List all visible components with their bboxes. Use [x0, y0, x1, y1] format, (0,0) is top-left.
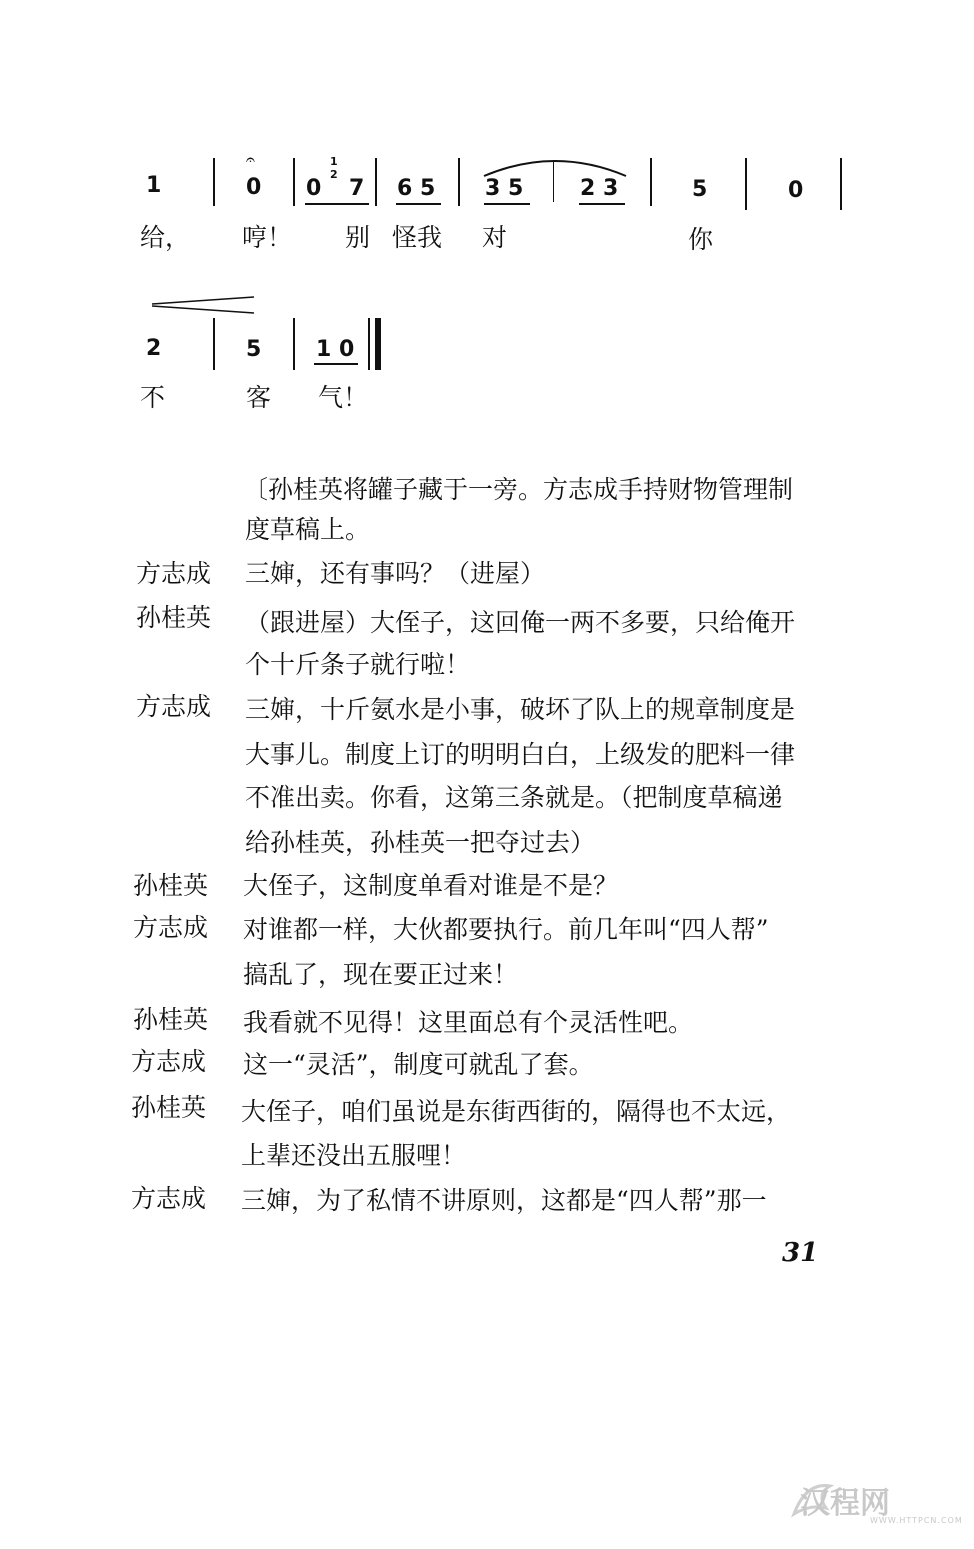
bar-line: [293, 158, 295, 206]
bar-line: [213, 318, 215, 370]
speaker-name: 方志成: [131, 1047, 207, 1076]
dialogue-line: 不准出卖。你看，这第三条就是。（把制度草稿递: [245, 783, 783, 812]
dialogue-line: 三婶，十斤氨水是小事，破坏了队上的规章制度是: [245, 695, 796, 724]
lyric: 你: [688, 225, 714, 254]
lyric: 不: [140, 383, 166, 412]
lyric: 对: [482, 223, 508, 252]
speaker-name: 孙桂英: [136, 603, 212, 632]
bar-line: [553, 162, 554, 202]
dialogue-line: 大事儿。制度上订的明明白白，上级发的肥料一律: [245, 740, 796, 769]
bar-line: [650, 158, 652, 206]
speaker-name: 孙桂英: [133, 871, 209, 900]
lyric: 给，: [140, 223, 191, 252]
decrescendo-icon: [150, 294, 258, 316]
dialogue-line: 大侄子，咱们虽说是东街西街的，隔得也不太远，: [241, 1097, 792, 1126]
bar-line: [745, 158, 747, 210]
final-bar-thick: [375, 318, 381, 370]
bar-line: [293, 318, 295, 370]
speaker-name: 方志成: [131, 1184, 207, 1213]
lyric: 别: [345, 223, 371, 252]
dialogue-line: 这一“灵活”，制度可就乱了套。: [243, 1050, 594, 1079]
note-2: 5: [246, 337, 262, 362]
dialogue-line: 大侄子，这制度单看对谁是不是？: [243, 871, 619, 900]
speaker-name: 孙桂英: [131, 1093, 207, 1122]
lyric: 气！: [318, 383, 369, 412]
dialogue-line: 上辈还没出五服哩！: [241, 1141, 467, 1170]
speaker-name: 方志成: [133, 913, 209, 942]
dialogue-line: 三婶，为了私情不讲原则，这都是“四人帮”那一: [241, 1186, 767, 1215]
dialogue-line: 我看就不见得！这里面总有个灵活性吧。: [243, 1008, 694, 1037]
bar-line: [375, 158, 377, 206]
bar-line: [840, 158, 842, 210]
speaker-name: 孙桂英: [133, 1005, 209, 1034]
watermark-text: 汉程网: [800, 1486, 890, 1521]
beam: [305, 203, 369, 205]
dialogue-line: （跟进屋）大侄子，这回俺一两不多要，只给俺开: [245, 608, 796, 637]
dialogue-line: 对谁都一样，大伙都要执行。前几年叫“四人帮”: [243, 915, 769, 944]
note-1: 2: [146, 336, 162, 361]
speaker-name: 方志成: [136, 692, 212, 721]
page-number: 31: [782, 1238, 819, 1268]
note-4: 6 5: [397, 176, 436, 201]
grace-note: 1: [330, 155, 338, 168]
note-8: 0: [788, 178, 804, 203]
lyric: 怪我: [392, 223, 443, 252]
note-7: 5: [692, 177, 708, 202]
beam: [579, 203, 625, 205]
note-1: 1: [146, 173, 162, 198]
fermata-icon: 𝄐: [246, 150, 255, 169]
beam: [484, 203, 530, 205]
speaker-name: 方志成: [136, 559, 212, 588]
dialogue-line: 三婶，还有事吗？（进屋）: [245, 559, 546, 588]
bar-line: [213, 158, 215, 206]
note-3b: 7: [349, 176, 365, 201]
beam: [314, 363, 358, 365]
note-3: 1 0: [316, 337, 355, 362]
dialogue-line: 个十斤条子就行啦！: [245, 650, 471, 679]
dialogue-line: 搞乱了，现在要正过来！: [243, 960, 519, 989]
note-6: 2 3: [580, 176, 619, 201]
final-bar-thin: [368, 318, 370, 370]
lyric: 客: [246, 383, 272, 412]
grace-note-2: 2: [330, 168, 338, 181]
beam: [396, 203, 441, 205]
bar-line: [458, 158, 460, 206]
note-2: 0: [246, 175, 262, 200]
watermark-url: WWW.HTTPCN.COM: [870, 1516, 963, 1525]
note-3a: 0: [306, 176, 322, 201]
stage-direction-line: 〔孙桂英将罐子藏于一旁。方志成手持财物管理制: [243, 475, 794, 504]
note-5: 3 5: [485, 176, 524, 201]
lyric: 哼！: [242, 223, 293, 252]
dialogue-line: 给孙桂英，孙桂英一把夺过去）: [245, 828, 596, 857]
stage-direction-line: 度草稿上。: [245, 515, 371, 544]
